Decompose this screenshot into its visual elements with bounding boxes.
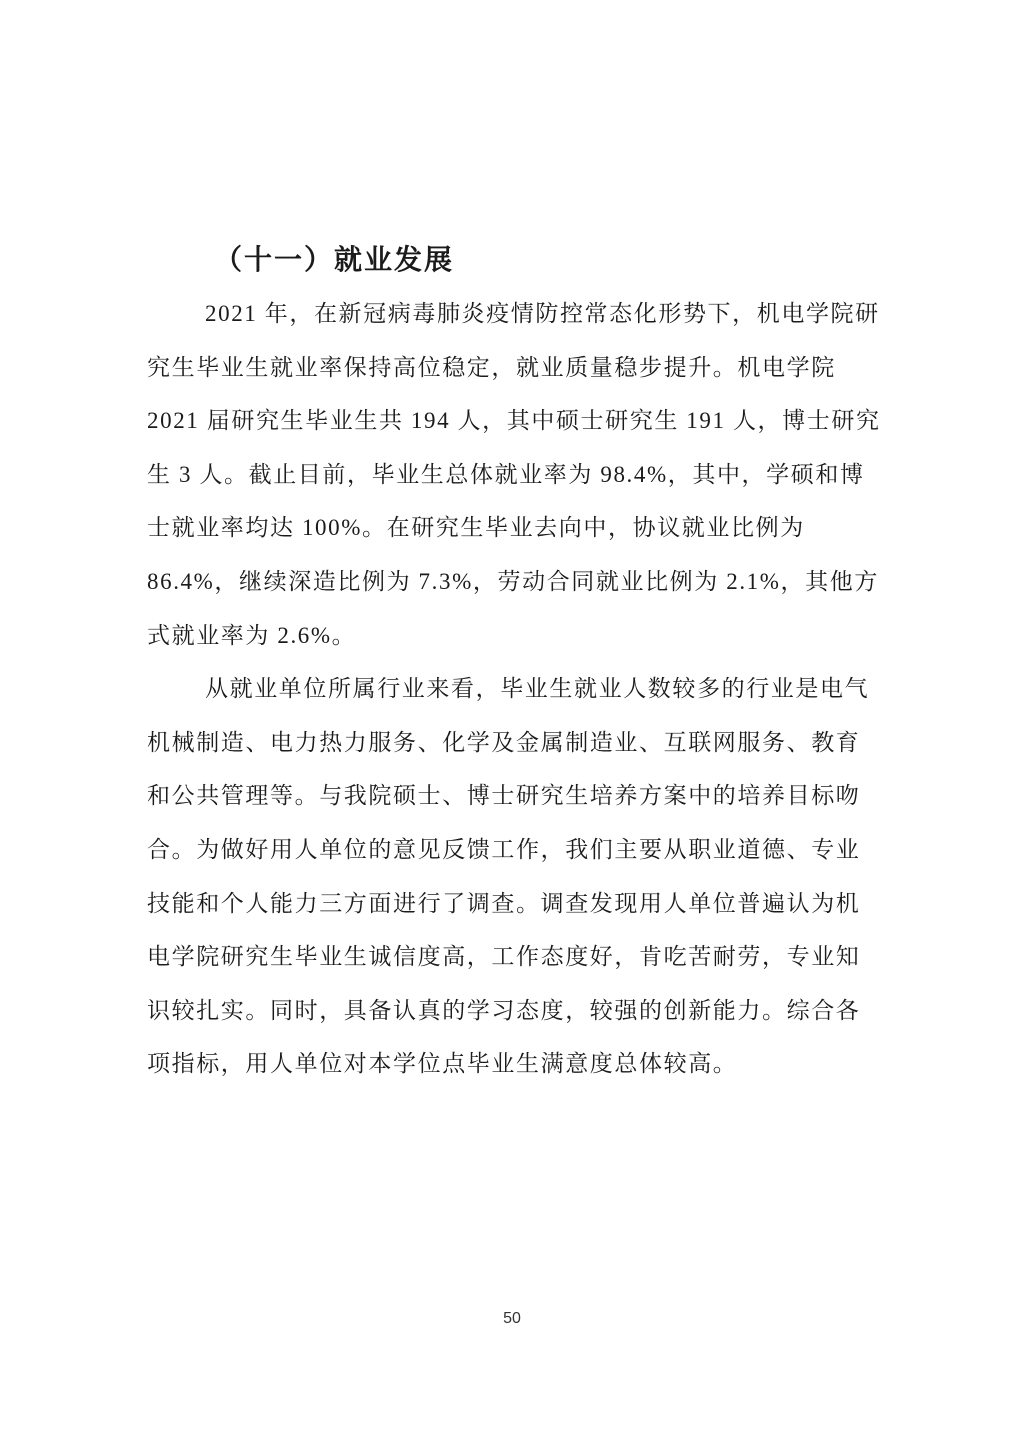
paragraph-line: 生 3 人。截止目前，毕业生总体就业率为 98.4%，其中，学硕和博: [147, 461, 865, 487]
section-heading: （十一）就业发展: [214, 245, 455, 276]
document-body: [147, 287, 883, 1091]
paragraph-line: 86.4%，继续深造比例为 7.3%，劳动合同就业比例为 2.1%，其他方: [147, 568, 879, 594]
paragraph-line: 式就业率为 2.6%。: [147, 622, 357, 648]
paragraph-line: 2021 年，在新冠病毒肺炎疫情防控常态化形势下，机电学院研: [205, 301, 880, 326]
paragraph-line: 机械制造、电力热力服务、化学及金属制造业、互联网服务、教育: [147, 729, 861, 755]
paragraph-line: 究生毕业生就业率保持高位稳定，就业质量稳步提升。机电学院: [147, 354, 836, 380]
paragraph-line: 项指标，用人单位对本学位点毕业生满意度总体较高。: [147, 1051, 738, 1077]
paragraph-line: 2021 届研究生毕业生共 194 人，其中硕士研究生 191 人，博士研究: [147, 408, 881, 434]
paragraph-line: 技能和个人能力三方面进行了调查。调查发现用人单位普遍认为机: [147, 890, 861, 916]
paragraph-line: 和公共管理等。与我院硕士、博士研究生培养方案中的培养目标吻: [147, 783, 861, 809]
paragraph-line: 士就业率均达 100%。在研究生毕业去向中，协议就业比例为: [147, 515, 805, 541]
paragraph-line: 合。为做好用人单位的意见反馈工作，我们主要从职业道德、专业: [147, 836, 861, 862]
paragraph-employment-overview: [147, 287, 883, 662]
paragraph-industry-feedback: [147, 662, 883, 1091]
paragraph-line: 从就业单位所属行业来看，毕业生就业人数较多的行业是电气: [205, 676, 870, 702]
paragraph-line: 电学院研究生毕业生诚信度高，工作态度好，肯吃苦耐劳，专业知: [147, 944, 861, 970]
paragraph-line: 识较扎实。同时，具备认真的学习态度，较强的创新能力。综合各: [147, 997, 861, 1023]
page-number: 50: [503, 1310, 521, 1327]
